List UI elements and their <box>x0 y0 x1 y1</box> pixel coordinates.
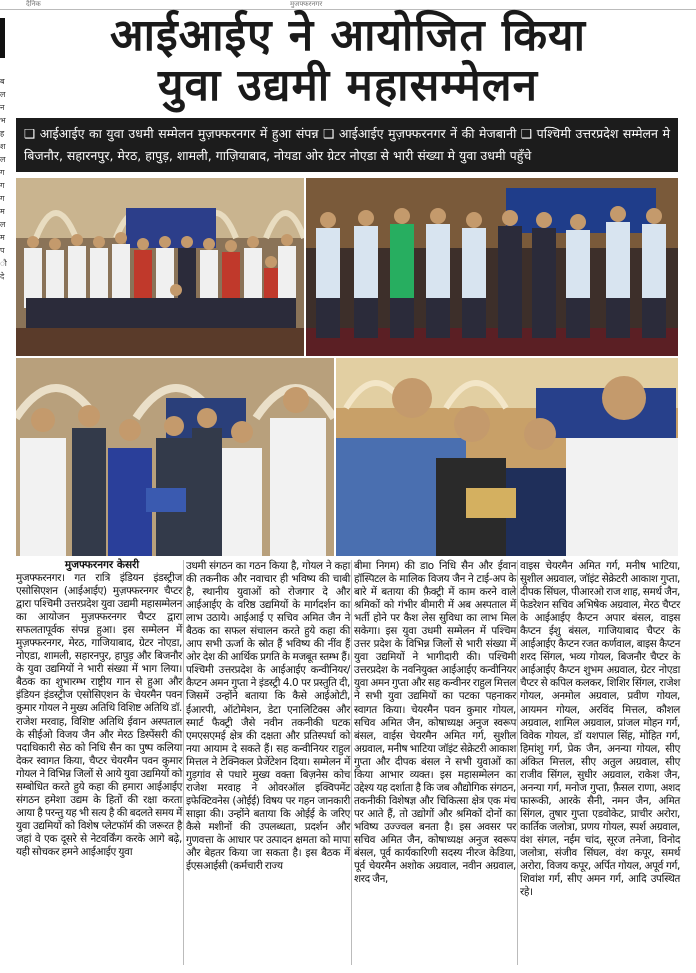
left-edge-char: म <box>0 233 5 242</box>
left-edge-char: ग <box>0 194 5 203</box>
left-edge-char: म <box>0 207 5 216</box>
byline-text: मुजफ्फरनगर केसरी <box>64 559 140 571</box>
column-marker <box>0 18 5 58</box>
group-photo-awards <box>306 178 678 356</box>
left-edge-char: ल <box>0 155 6 164</box>
left-edge-char: श <box>0 142 6 151</box>
column-rule <box>517 560 518 965</box>
left-edge-char: ग <box>0 181 5 190</box>
headline-line-2: युवा उद्यमी महासम्मेलन <box>157 60 539 111</box>
left-edge-char: न <box>0 103 5 112</box>
article-column-4: वाइस चेयरमैन अमित गर्ग, मनीष भाटिया, सुशील अग्रवाल, जॉइंट सेक्रेटरी आकाश गुप्ता, दीपक सिंघल, पीआरओ राज शाह, समर्थ जैन, फेडरेशन सचिव अभिषेक अग्रवाल, मेरठ चैप्टर के आईआईए कैप्टन अपार बंसल, वाइस कैप्टन ईशु बंसल, गाजियाबाद चैप्टर के आईआईए कैप्टन रजत कर्णवाल, बाइस कैप्टन शरद सिंगल, भव्य गोयल, बिजनौर चैप्टर के आईआईए कैप्टन शुभम अग्रवाल, ग्रेटर नोएडा चैप्टर से कपिल कलकर, शिशिर सिंगल, राजेश गोयल, अनमोल अग्रवाल, प्रवीण गोयल, आयमन गोयल, अरविंद मित्तल, कौशल अग्रवाल, शामिल अग्रवाल, प्रांजल मोहन गर्ग, विवेक गोयल, डॉ यशपाल सिंह, मोहित गर्ग, हिमांशु गर्ग, प्रेक जैन, अनन्या गोयल, सीए अंकित मित्तल, सीए अतुल अग्रवाल, सीए राजीव सिंगल, सुधीर अग्रवाल, राकेश जैन, अनन्या गर्ग, मनोज गुप्ता, फ़ैसल राणा, अशद फारूकी, आरके सैनी, नमन जैन, अमित सिंगल, तुषार गुप्ता एडवोकेट, प्राचीर अरोरा, कार्तिक जलोत्रा, प्रणय गोयल, स्पर्श अग्रवाल, वंश संगल, नईम चांद, सूरज तनेजा, विनोद जलोत्रा, संजीव सिंघल, वंश कपूर, समर्थ अरोरा, विजय कपूर, अर्पित गोयल, अपूर्व गर्ग, शिवांश गर्ग, सीए अमन गर्ग, आदि उपस्थित रहे। <box>520 560 680 899</box>
left-edge-char: ल <box>0 90 6 99</box>
left-edge-char: दे <box>0 272 5 281</box>
article-column-2: उधमी संगठन का गठन किया है, गोयल ने कहा की तकनीक और नवाचार ही भविष्य की चाबी है, स्थानीय युवाओं को रोजगार दे और आईआईए के वरिष्ठ उद्यमियों के मार्गदर्शन का लाभ उठाये। आईआई ए सचिव अमित जैन ने बैठक का सफल संचालन करते हुये कहा की आप सभी ऊर्जा के स्रोत हैं भविष्य की नींव हैं ओर देश की आर्थिक प्रगति के मजबूत स्तम्भ हैं। पश्चिमी उत्तरप्रदेश के आईआईए कन्वीनियर/कैप्टन अमन गुप्ता ने इंडस्ट्री 4.0 पर प्रस्तुति दी, जिसमें उन्होंने बताया कि कैसे आईओटी, ईआरपी, ऑटोमेशन, डेटा एनालिटिक्स और स्मार्ट फैक्ट्री जैसे नवीन तकनीकी घटक एमएसएमई क्षेत्र की दक्षता और प्रतिस्पर्धा को नया आयाम दे सकते हैं। सह कन्वीनियर राहुल मित्तल ने टेक्निकल प्रेजेंटेशन दिया। सम्मेलन में गुड़गांव से पधारे मुख्य वक्ता बिज़नेस कोच राजेश मरवाह ने ओवरऑल इक्विपमेंट इफेक्टिवनेस (ओईई) विषय पर गहन जानकारी साझा की। उन्होंने बताया कि ओईई के जरिए कैसे मशीनों की उपलब्धता, प्रदर्शन और गुणवत्ता के आधार पर उत्पादन क्षमता को मापा और बेहतर किया जा सकता है। इस बैठक में ईएसआईसी (कर्मचारी राज्य <box>186 560 350 873</box>
article-column-3: बीमा निगम) की डाo निधि सैन और ईवान हॉस्पिटल के मालिक विजय जैन ने टाई-अप के बारे में बताया की फ़ैक्ट्री में काम करने वाले श्रमिकों को गंभीर बीमारी में अब अस्पताल में भर्ती होने पर कैश लेस सुविधा का लाभ मिल सकेगा। इस युवा उधमी सम्मेलन में पश्चिम उत्तर प्रदेश के विभिन्न जिलों से भारी संख्या में युवा उद्यमियों ने भागीदारी की। पश्चिमी उत्तरप्रदेश के नवनियुक्त आईआईए कन्वीनियर युवा अमन गुप्ता और सह कन्वीनर राहुल मित्तल ने सभी युवा उद्यमियों का पटका पहनाकर स्वागत किया। चेयरमैन पवन कुमार गोयल, सचिव अमित जैन, कोषाध्यक्ष अनुज स्वरूप बंसल, वाईस चेयरमैन अमित गर्ग, सुशील अग्रवाल, मनीष भाटिया जॉइंट सेक्रेटरी आकाश गुप्ता और दीपक बंसल ने सभी युवाओं का किया आभार व्यक्त। इस महासम्मेलन का उद्देश्य यह दर्शाता है कि जब औद्योगिक संगठन, तकनीकी विशेषज्ञ और चिकित्सा क्षेत्र एक मंच पर आते हैं, तो उद्योगों और श्रमिकों दोनों का भविष्य उज्ज्वल बनता है। इस अवसर पर सचिव अमित जैन, कोषाध्यक्ष अनुज स्वरूप बंसल, पूर्व कार्यकारिणी सदस्य नीरज केडिया, पूर्व चेयरमैन अशोक अग्रवाल, नवीन अग्रवाल, शरद जैन, <box>354 560 516 886</box>
column-rule <box>183 560 184 965</box>
left-edge-char: ब <box>0 77 5 86</box>
left-edge-char: ल <box>0 220 6 229</box>
left-edge-char: प <box>0 246 5 255</box>
left-edge-char: ग <box>0 168 5 177</box>
subheadline-box: ❑ आईआईए का युवा उधमी सम्मेलन मुज़फ्फरनगर में हुआ संपन्न ❑ आईआईए मुज़फ्फरनगर नें की मेजबानी ❑ पश्चिमी उत्तरप्रदेश सम्मेलन मे बिजनौर, सहारनपुर, मेरठ, हापुड़, शामली, गाज़ियाबाद, नोयडा ओर ग्रेटर नोएडा से भारी संख्या मे युवा उधमी पहुँचे <box>16 118 678 172</box>
top-strip-left: दैनिक <box>26 0 41 8</box>
left-edge-char: ौ <box>0 259 7 268</box>
article-byline <box>16 558 188 572</box>
headline-line-1: आईआईए ने आयोजित किया <box>110 10 586 61</box>
article-column-1: मुजफ्फरनगर। गत रात्रि इंडियन इंडस्ट्रीज एसोसिएशन (आईआईए) मुज़फ्फरनगर चैप्टर द्वारा पश्चिमी उत्तरप्रदेश युवा उद्यमी महासम्मेलन का आयोजन मुज़फ्फरनगर चैप्टर द्वारा सफलतापूर्वक संपन्न हुआ। इस सम्मेलन में मुज़फ्फरनगर, मेरठ, गाजियाबाद, ग्रेटर नोएडा, नोएडा, शामली, सहारनपुर, हापुड़ और बिजनौर के युवा उद्यमियों ने भारी संख्या में भाग लिया। बैठक का शुभारम्भ राष्ट्रीय गान से हुआ और इंडियन इंडस्ट्रीज एसोसिएशन के चेयरमैन पवन कुमार गोयल ने मुख्य अतिथि विशिष्ट अतिथि डॉ. राजेश मरवाह, विशिष्ट अतिथि ईवान अस्पताल के सीईओ विजय जैन और मेरठ डिस्पेंसरी की पदाधिकारी सेठ को निधि सैन का पुष्प कलिया देकर स्वागत किया, चैप्टर चेयरमैन पवन कुमार गोयल ने विभिन्न जिलों से आये युवा उद्यमियों को सम्बोधित करते हुये कहा की हमारा आईआईए संगठन हमेशा उद्यम के हितों की रक्षा करता आया है परन्तु यह भी सत्य है की बदलते समय में युवा उद्यमियों को विशेष प्लेटफॉर्म की जरूरत है जहां वे एक दूसरे से नेटवर्किंग करके आगे बढ़े, यही सोचकर हमने आईआईए युवा <box>16 572 182 858</box>
felicitation-photo-right <box>336 358 678 556</box>
top-strip <box>0 0 696 10</box>
group-photo-stage <box>16 178 304 356</box>
left-edge-cutoff-text <box>0 76 10 286</box>
felicitation-photo-left <box>16 358 334 556</box>
left-edge-char: भ <box>0 116 6 125</box>
left-edge-char: ह <box>0 129 5 138</box>
column-rule <box>351 560 352 965</box>
top-strip-right: मुजफ्फरनगर <box>290 0 323 8</box>
